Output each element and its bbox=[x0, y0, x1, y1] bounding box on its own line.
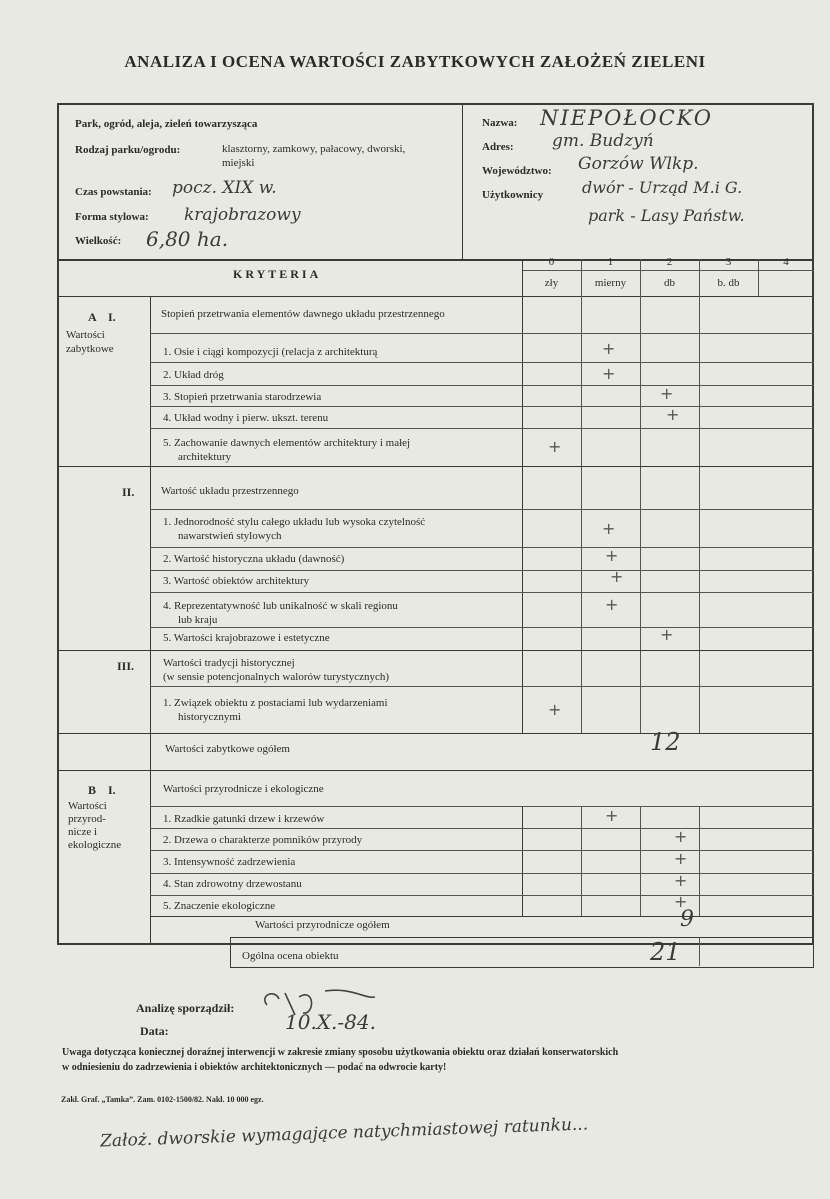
section-b-name-1: Wartości bbox=[68, 800, 107, 812]
b-total-value: 9 bbox=[680, 907, 694, 932]
b-item-4: 4. Stan zdrowotny drzewostanu bbox=[163, 878, 302, 890]
form-title: ANALIZA I OCENA WARTOŚCI ZABYTKOWYCH ZAŁOŻEŃ ZIELENI bbox=[124, 52, 706, 71]
a2-item-2: 2. Wartość historyczna układu (dawność) bbox=[163, 553, 345, 565]
a3-item-1b: historycznymi bbox=[178, 711, 241, 723]
b-item-5: 5. Znaczenie ekologiczne bbox=[163, 900, 276, 912]
voivodeship-value: Gorzów Wlkp. bbox=[578, 154, 699, 174]
section-a-code: A I. bbox=[88, 310, 116, 324]
style-value: krajobrazowy bbox=[184, 205, 301, 225]
a1-item-4: 4. Układ wodny i pierw. ukszt. terenu bbox=[163, 412, 329, 424]
size-value: 6,80 ha. bbox=[146, 227, 229, 251]
mark-b-3: + bbox=[674, 849, 688, 868]
a2-item-3: 3. Wartość obiektów architektury bbox=[163, 575, 310, 587]
printer-info: Zakł. Graf. „Tamka”. Zam. 0102-1500/82. Nakł. 10 000 egz. bbox=[61, 1095, 264, 1104]
group-3-title-2: (w sensie potencjonalnych walorów turystycznych) bbox=[163, 671, 390, 683]
score-3: 3 bbox=[725, 256, 732, 268]
a2-item-5: 5. Wartości krajobrazowe i estetyczne bbox=[163, 632, 330, 644]
users-value-1: dwór - Urząd M.i G. bbox=[582, 178, 743, 197]
notice-line-1: Uwaga dotycząca koniecznej doraźnej interwencji w zakresie zmiany sposobu użytkowania obiektu oraz działań konserwatorskich bbox=[62, 1047, 619, 1058]
score-name-2: db bbox=[664, 277, 675, 289]
mark-a1-3: + bbox=[660, 384, 674, 403]
mark-a1-4: + bbox=[666, 405, 680, 424]
overall-label: Ogólna ocena obiektu bbox=[242, 950, 339, 962]
group-3-code: III. bbox=[117, 659, 135, 673]
mark-a2-2: + bbox=[605, 546, 619, 565]
score-4: 4 bbox=[783, 256, 789, 268]
a1-item-1: 1. Osie i ciągi kompozycji (relacja z architekturą bbox=[163, 346, 378, 358]
score-0: 0 bbox=[548, 256, 555, 268]
voivodeship-label: Województwo: bbox=[482, 165, 552, 177]
date-value: 10.X.-84. bbox=[285, 1010, 376, 1034]
address-label: Adres: bbox=[482, 141, 514, 153]
group-2-code: II. bbox=[122, 485, 135, 499]
overall-value: 21 bbox=[650, 938, 681, 966]
b-total-label: Wartości przyrodnicze ogółem bbox=[255, 919, 390, 931]
name-label: Nazwa: bbox=[482, 117, 518, 129]
mark-a2-4: + bbox=[605, 595, 619, 614]
section-b-code: B I. bbox=[88, 783, 116, 797]
b-group-title: Wartości przyrodnicze i ekologiczne bbox=[163, 783, 324, 795]
b-item-2: 2. Drzewa o charakterze pomników przyrody bbox=[163, 834, 363, 846]
group-1-title: Stopień przetrwania elementów dawnego układu przestrzennego bbox=[161, 308, 445, 320]
kind-options-2: miejski bbox=[222, 157, 255, 169]
mark-a2-1: + bbox=[602, 519, 616, 538]
a-total-value: 12 bbox=[650, 728, 681, 756]
b-item-3: 3. Intensywność zadrzewienia bbox=[163, 856, 296, 868]
author-label: Analizę sporządził: bbox=[136, 1001, 235, 1015]
handwritten-note: Założ. dworskie wymagające natychmiastowej ratunku... bbox=[99, 1114, 589, 1152]
a1-item-3: 3. Stopień przetrwania starodrzewia bbox=[163, 391, 322, 403]
users-label: Użytkownicy bbox=[482, 189, 544, 201]
kind-label: Rodzaj parku/ogrodu: bbox=[75, 144, 181, 156]
a1-item-2: 2. Układ dróg bbox=[163, 369, 224, 381]
date-label: Data: bbox=[140, 1024, 169, 1038]
mark-a3-1: + bbox=[548, 700, 562, 719]
a2-item-4: 4. Reprezentatywność lub unikalność w skali regionu bbox=[163, 600, 398, 612]
name-value: NIEPOŁOCKO bbox=[540, 106, 714, 130]
created-value: pocz. XIX w. bbox=[172, 178, 277, 198]
a1-item-5b: architektury bbox=[178, 451, 232, 463]
group-2-title: Wartość układu przestrzennego bbox=[161, 485, 299, 497]
section-a-name-1: Wartości bbox=[66, 329, 105, 341]
kind-options-1: klasztorny, zamkowy, pałacowy, dworski, bbox=[222, 143, 406, 155]
a-total-label: Wartości zabytkowe ogółem bbox=[165, 743, 290, 755]
mark-a1-2: + bbox=[602, 364, 616, 383]
score-name-3: b. db bbox=[717, 277, 740, 289]
mark-a2-5: + bbox=[660, 625, 674, 644]
size-label: Wielkość: bbox=[75, 235, 122, 247]
a2-item-1: 1. Jednorodność stylu całego układu lub wysoka czytelność bbox=[163, 516, 426, 528]
mark-b-4: + bbox=[674, 871, 688, 890]
score-name-1: mierny bbox=[594, 277, 627, 289]
mark-a1-5: + bbox=[548, 437, 562, 456]
mark-b-1: + bbox=[605, 806, 619, 825]
a3-item-1: 1. Związek obiektu z postaciami lub wydarzeniami bbox=[163, 697, 388, 709]
section-a-name-2: zabytkowe bbox=[66, 343, 114, 355]
group-3-title-1: Wartości tradycji historycznej bbox=[163, 657, 295, 669]
mark-a1-1: + bbox=[602, 339, 616, 358]
style-label: Forma stylowa: bbox=[75, 211, 149, 223]
section-b-name-4: ekologiczne bbox=[68, 839, 122, 851]
score-2: 2 bbox=[666, 256, 673, 268]
notice-line-2: w odniesieniu do zadrzewienia i obiektów architektonicznych — podać na odwrocie karty! bbox=[62, 1062, 447, 1073]
b-item-1: 1. Rzadkie gatunki drzew i krzewów bbox=[163, 813, 325, 825]
a2-item-4b: lub kraju bbox=[178, 614, 218, 626]
created-label: Czas powstania: bbox=[75, 186, 152, 198]
score-1: 1 bbox=[607, 256, 614, 268]
users-value-2: park - Lasy Państw. bbox=[588, 206, 745, 225]
park-type-label: Park, ogród, aleja, zieleń towarzysząca bbox=[75, 118, 258, 130]
score-name-0: zły bbox=[544, 277, 559, 289]
a1-item-5: 5. Zachowanie dawnych elementów architektury i małej bbox=[163, 437, 411, 449]
mark-b-2: + bbox=[674, 827, 688, 846]
section-b-name-3: nicze i bbox=[68, 826, 98, 838]
criteria-label: KRYTERIA bbox=[233, 267, 322, 281]
mark-b-5: + bbox=[674, 892, 688, 911]
a2-item-1b: nawarstwień stylowych bbox=[178, 530, 282, 542]
address-value: gm. Budzyń bbox=[552, 131, 654, 151]
mark-a2-3: + bbox=[610, 567, 624, 586]
section-b-name-2: przyrod- bbox=[68, 813, 106, 825]
